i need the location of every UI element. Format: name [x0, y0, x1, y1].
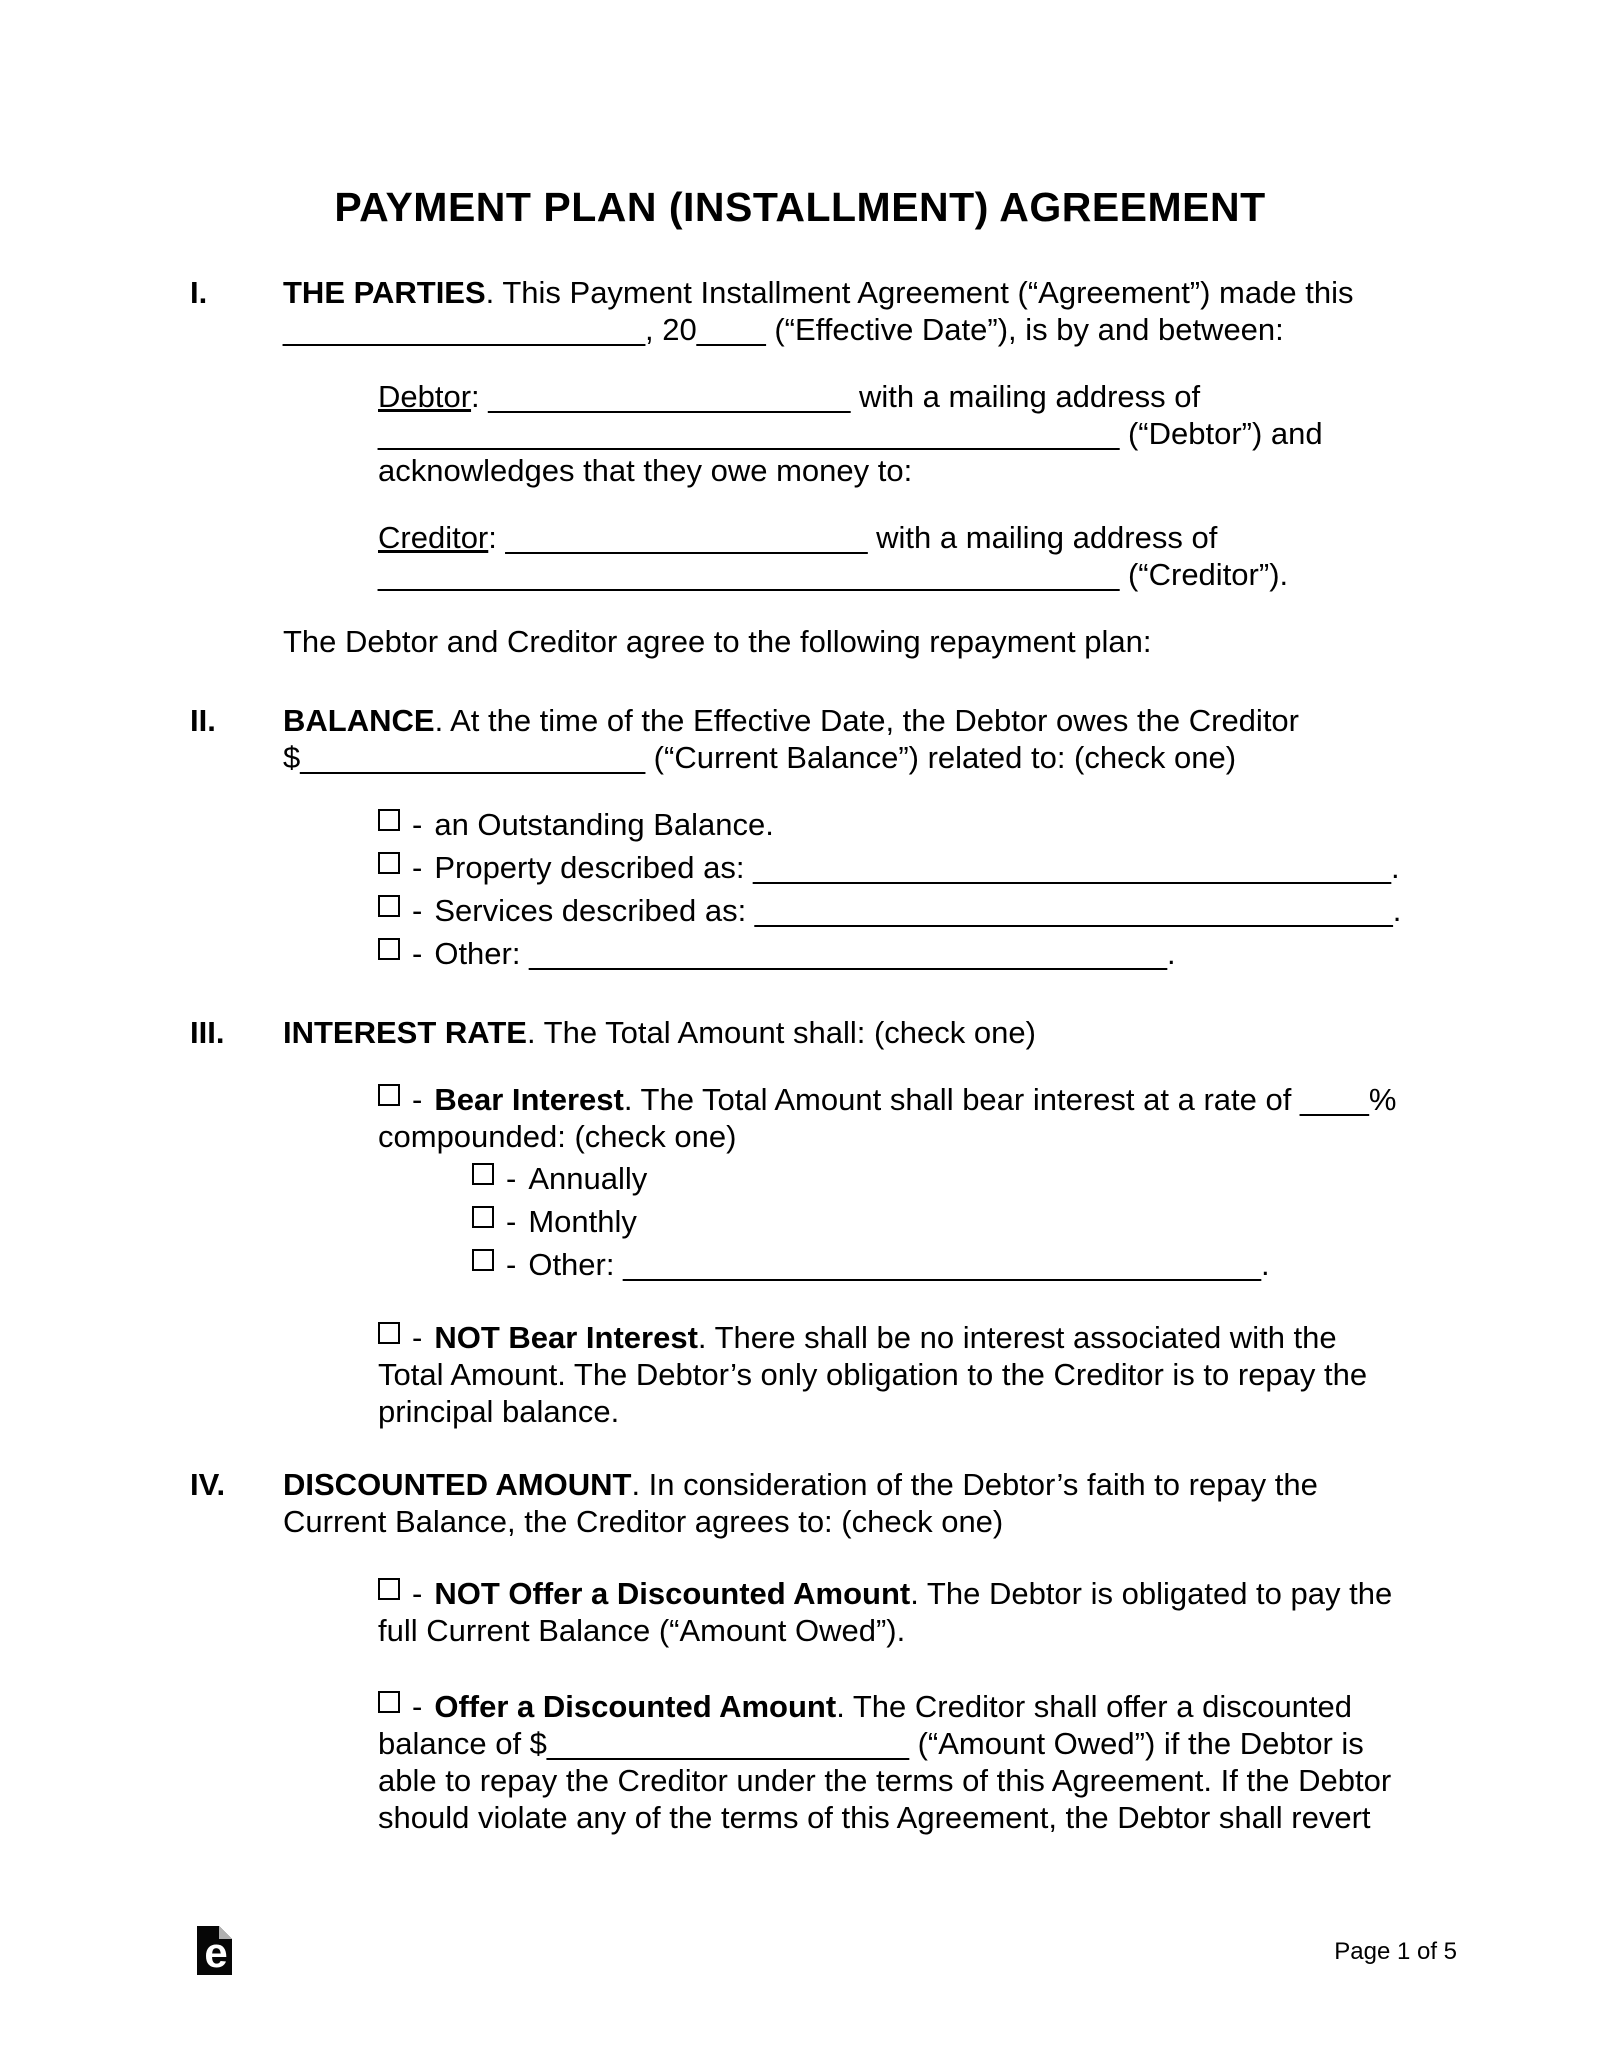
creditor-label: Creditor: [378, 520, 489, 555]
option-bold-label: NOT Bear Interest: [434, 1320, 698, 1355]
checkbox-other-balance[interactable]: [378, 938, 400, 960]
interest-intro-paragraph: [283, 1014, 1453, 1051]
option-bold-label: Bear Interest: [434, 1082, 624, 1117]
page-title: PAYMENT PLAN (INSTALLMENT) AGREEMENT: [334, 184, 1266, 230]
dash-separator: -: [412, 1082, 423, 1117]
option-label: Annually: [528, 1161, 648, 1196]
option-label: Other: _____________________________________.: [434, 936, 1176, 971]
option-label: Other: _____________________________________.: [528, 1247, 1270, 1282]
option-annually: [472, 1160, 1453, 1197]
balance-intro-paragraph: [283, 702, 1453, 776]
option-text: . The Debtor is obligated to pay the full Current Balance (“Amount Owed”).: [378, 1576, 1393, 1648]
option-label: Services described as: _____________________________________.: [434, 893, 1402, 928]
logo-letter: e: [204, 1929, 228, 1975]
agreement-statement: The Debtor and Creditor agree to the following repayment plan:: [283, 624, 1152, 659]
option-offer-discount: [378, 1688, 1453, 1836]
checkbox-other-compounding[interactable]: [472, 1249, 494, 1271]
discount-intro-paragraph: [283, 1466, 1453, 1540]
option-label: an Outstanding Balance.: [434, 807, 774, 842]
section-heading-discounted-amount: DISCOUNTED AMOUNT: [283, 1467, 632, 1502]
option-text: . The Total Amount shall bear interest at a rate of ____% compounded: (check one): [378, 1082, 1397, 1154]
section-the-parties: [190, 274, 1453, 660]
section-number-1: I.: [190, 275, 208, 310]
checkbox-not-bear-interest[interactable]: [378, 1322, 400, 1344]
dash-separator: -: [506, 1204, 517, 1239]
section-balance: [190, 702, 1453, 972]
dash-separator: -: [412, 893, 423, 928]
checkbox-property[interactable]: [378, 852, 400, 874]
dash-separator: -: [412, 936, 423, 971]
section-number-2: II.: [190, 703, 216, 738]
option-outstanding-balance: [378, 806, 1453, 843]
section-interest-rate: [190, 1014, 1453, 1430]
option-bold-label: Offer a Discounted Amount: [434, 1689, 837, 1724]
option-label: Monthly: [528, 1204, 637, 1239]
compounding-options-list: [472, 1160, 1453, 1283]
checkbox-outstanding-balance[interactable]: [378, 809, 400, 831]
debtor-label: Debtor: [378, 379, 472, 414]
parties-intro-paragraph: [283, 274, 1453, 348]
dash-separator: -: [506, 1161, 517, 1196]
option-services: [378, 892, 1453, 929]
option-not-bear-interest: [378, 1319, 1453, 1430]
section-heading-interest-rate: INTEREST RATE: [283, 1015, 527, 1050]
option-other-balance: [378, 935, 1453, 972]
creditor-text: : _____________________ with a mailing address of ___________________________________________ (“Creditor”).: [378, 520, 1289, 592]
document-body: [190, 274, 1453, 1836]
checkbox-bear-interest[interactable]: [378, 1084, 400, 1106]
parties-intro-text: . This Payment Installment Agreement (“Agreement”) made this _____________________, 20____ (“Effective Date”), is by and between:: [283, 275, 1354, 347]
debtor-text: : _____________________ with a mailing address of ___________________________________________ (“Debtor”) and acknowledges that they owe money to:: [378, 379, 1323, 488]
document-fold-icon: [197, 1926, 232, 1975]
option-text: . The Creditor shall offer a discounted balance of $_____________________ (“Amount Owed”) if the Debtor is able to repay the Creditor under the terms of this Agreement. If the Debtor should violate any of the terms of this Agreement, the Debtor shall revert: [378, 1689, 1392, 1835]
option-property: [378, 849, 1453, 886]
option-bear-interest: [378, 1081, 1453, 1155]
option-label: Property described as: _____________________________________.: [434, 850, 1400, 885]
page-number: Page 1 of 5: [1334, 1938, 1457, 1965]
debtor-paragraph: [378, 378, 1453, 489]
option-monthly: [472, 1203, 1453, 1240]
balance-options-list: [378, 806, 1453, 972]
balance-intro-text: . At the time of the Effective Date, the Debtor owes the Creditor $____________________ (“Current Balance”) related to: (check one): [283, 703, 1299, 775]
eforms-logo: [197, 1926, 232, 1975]
section-heading-balance: BALANCE: [283, 703, 435, 738]
dash-separator: -: [412, 850, 423, 885]
option-bold-label: NOT Offer a Discounted Amount: [434, 1576, 911, 1611]
dash-separator: -: [412, 1576, 423, 1611]
option-not-offer-discount: [378, 1575, 1453, 1649]
dash-separator: -: [412, 807, 423, 842]
option-other-compounding: [472, 1246, 1453, 1283]
creditor-paragraph: [378, 519, 1453, 593]
section-discounted-amount: [190, 1466, 1453, 1836]
discount-intro-text: . In consideration of the Debtor’s faith to repay the Current Balance, the Creditor agrees to: (check one): [283, 1467, 1318, 1539]
checkbox-annually[interactable]: [472, 1163, 494, 1185]
section-number-4: IV.: [190, 1467, 226, 1502]
section-number-3: III.: [190, 1015, 225, 1050]
checkbox-services[interactable]: [378, 895, 400, 917]
interest-intro-text: . The Total Amount shall: (check one): [527, 1015, 1036, 1050]
checkbox-offer-discount[interactable]: [378, 1691, 400, 1713]
section-heading-the-parties: THE PARTIES: [283, 275, 486, 310]
checkbox-monthly[interactable]: [472, 1206, 494, 1228]
dash-separator: -: [412, 1320, 423, 1355]
option-text: . There shall be no interest associated with the Total Amount. The Debtor’s only obligation to the Creditor is to repay the principal balance.: [378, 1320, 1368, 1429]
dash-separator: -: [412, 1689, 423, 1724]
checkbox-not-offer-discount[interactable]: [378, 1578, 400, 1600]
dash-separator: -: [506, 1247, 517, 1282]
